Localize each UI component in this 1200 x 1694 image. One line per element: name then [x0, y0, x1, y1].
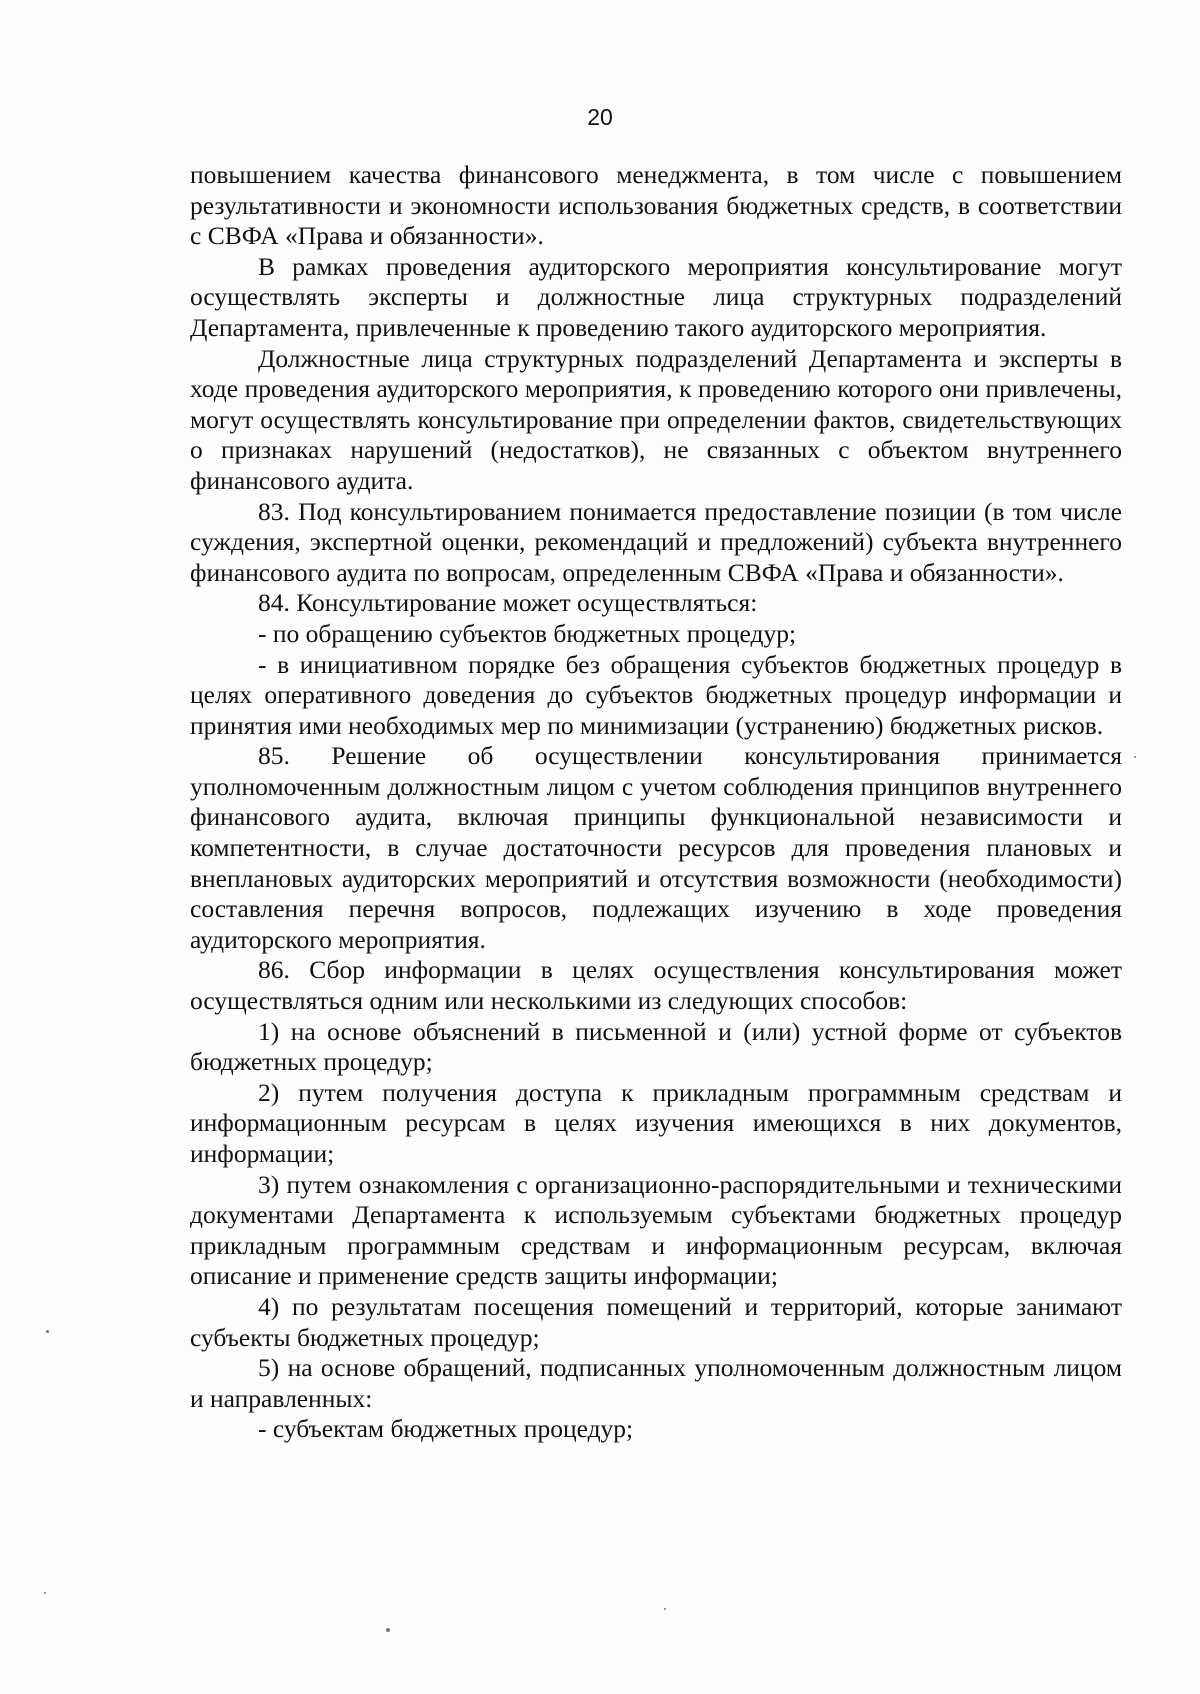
paragraph-86: 86. Сбор информации в целях осуществления консультирования может осуществляться одним или несколькими из следующих способов:	[190, 955, 1122, 1016]
document-body	[190, 160, 1122, 1445]
scan-speck	[46, 1330, 49, 1333]
paragraph-continuation: повышением качества финансового менеджмента, в том числе с повышением результативности и экономности использования бюджетных средств, в соответствии с СВФА «Права и обязанности».	[190, 160, 1122, 251]
scan-speck	[386, 1628, 390, 1632]
scan-speck	[1134, 756, 1136, 758]
list-item-subjects: - субъектам бюджетных процедур;	[258, 1414, 634, 1444]
list-item-by-request: - по обращению субъектов бюджетных процедур;	[258, 618, 797, 648]
list-item-initiative: - в инициативном порядке без обращения субъектов бюджетных процедур в целях оперативного доведения до субъектов бюджетных процедур информации и принятия ими необходимых мер по минимизации (устранению) бюджетных рисков.	[190, 649, 1122, 740]
paragraph-83: 83. Под консультированием понимается предоставление позиции (в том числе суждения, экспертной оценки, рекомендаций и предложений) субъекта внутреннего финансового аудита по вопросам, определенным СВФА «Права и обязанности».	[190, 496, 1122, 587]
paragraph-84: 84. Консультирование может осуществляться:	[258, 588, 758, 618]
scan-speck	[44, 1592, 46, 1594]
scan-speck	[664, 1608, 666, 1610]
list-item-2: 2) путем получения доступа к прикладным программным средствам и информационным ресурсам в целях изучения имеющихся в них документов, информации;	[190, 1077, 1122, 1168]
list-item-5: 5) на основе обращений, подписанных уполномоченным должностным лицом и направленных:	[190, 1353, 1122, 1413]
list-item-3: 3) путем ознакомления с организационно-распорядительными и техническими документами Департамента к используемым субъектами бюджетных процедур прикладным программным средствам и информационным ресурсам, включая описание и применение средств защиты информации;	[190, 1169, 1122, 1291]
paragraph-85: 85. Решение об осуществлении консультирования принимается уполномоченным должностным лицом с учетом соблюдения принципов внутреннего финансового аудита, включая принципы функциональной независимости и компетентности, в случае достаточности ресурсов для проведения плановых и внеплановых аудиторских мероприятий и отсутствия возможности (необходимости) составления перечня вопросов, подлежащих изучению в ходе проведения аудиторского мероприятия.	[190, 741, 1122, 954]
list-item-4: 4) по результатам посещения помещений и территорий, которые занимают субъекты бюджетных процедур;	[190, 1291, 1122, 1352]
paragraph-consulting-experts: В рамках проведения аудиторского мероприятия консультирование могут осуществлять эксперты и должностные лица структурных подразделений Департамента, привлеченные к проведению такого аудиторского мероприятия.	[190, 251, 1122, 342]
list-item-1: 1) на основе объяснений в письменной и (или) устной форме от субъектов бюджетных процедур;	[190, 1016, 1122, 1077]
page-number: 20	[587, 104, 613, 130]
paragraph-officials: Должностные лица структурных подразделений Департамента и эксперты в ходе проведения аудиторского мероприятия, к проведению которого они привлечены, могут осуществлять консультирование при определении фактов, свидетельствующих о признаках нарушений (недостатков), не связанных с объектом внутреннего финансового аудита.	[190, 343, 1122, 495]
